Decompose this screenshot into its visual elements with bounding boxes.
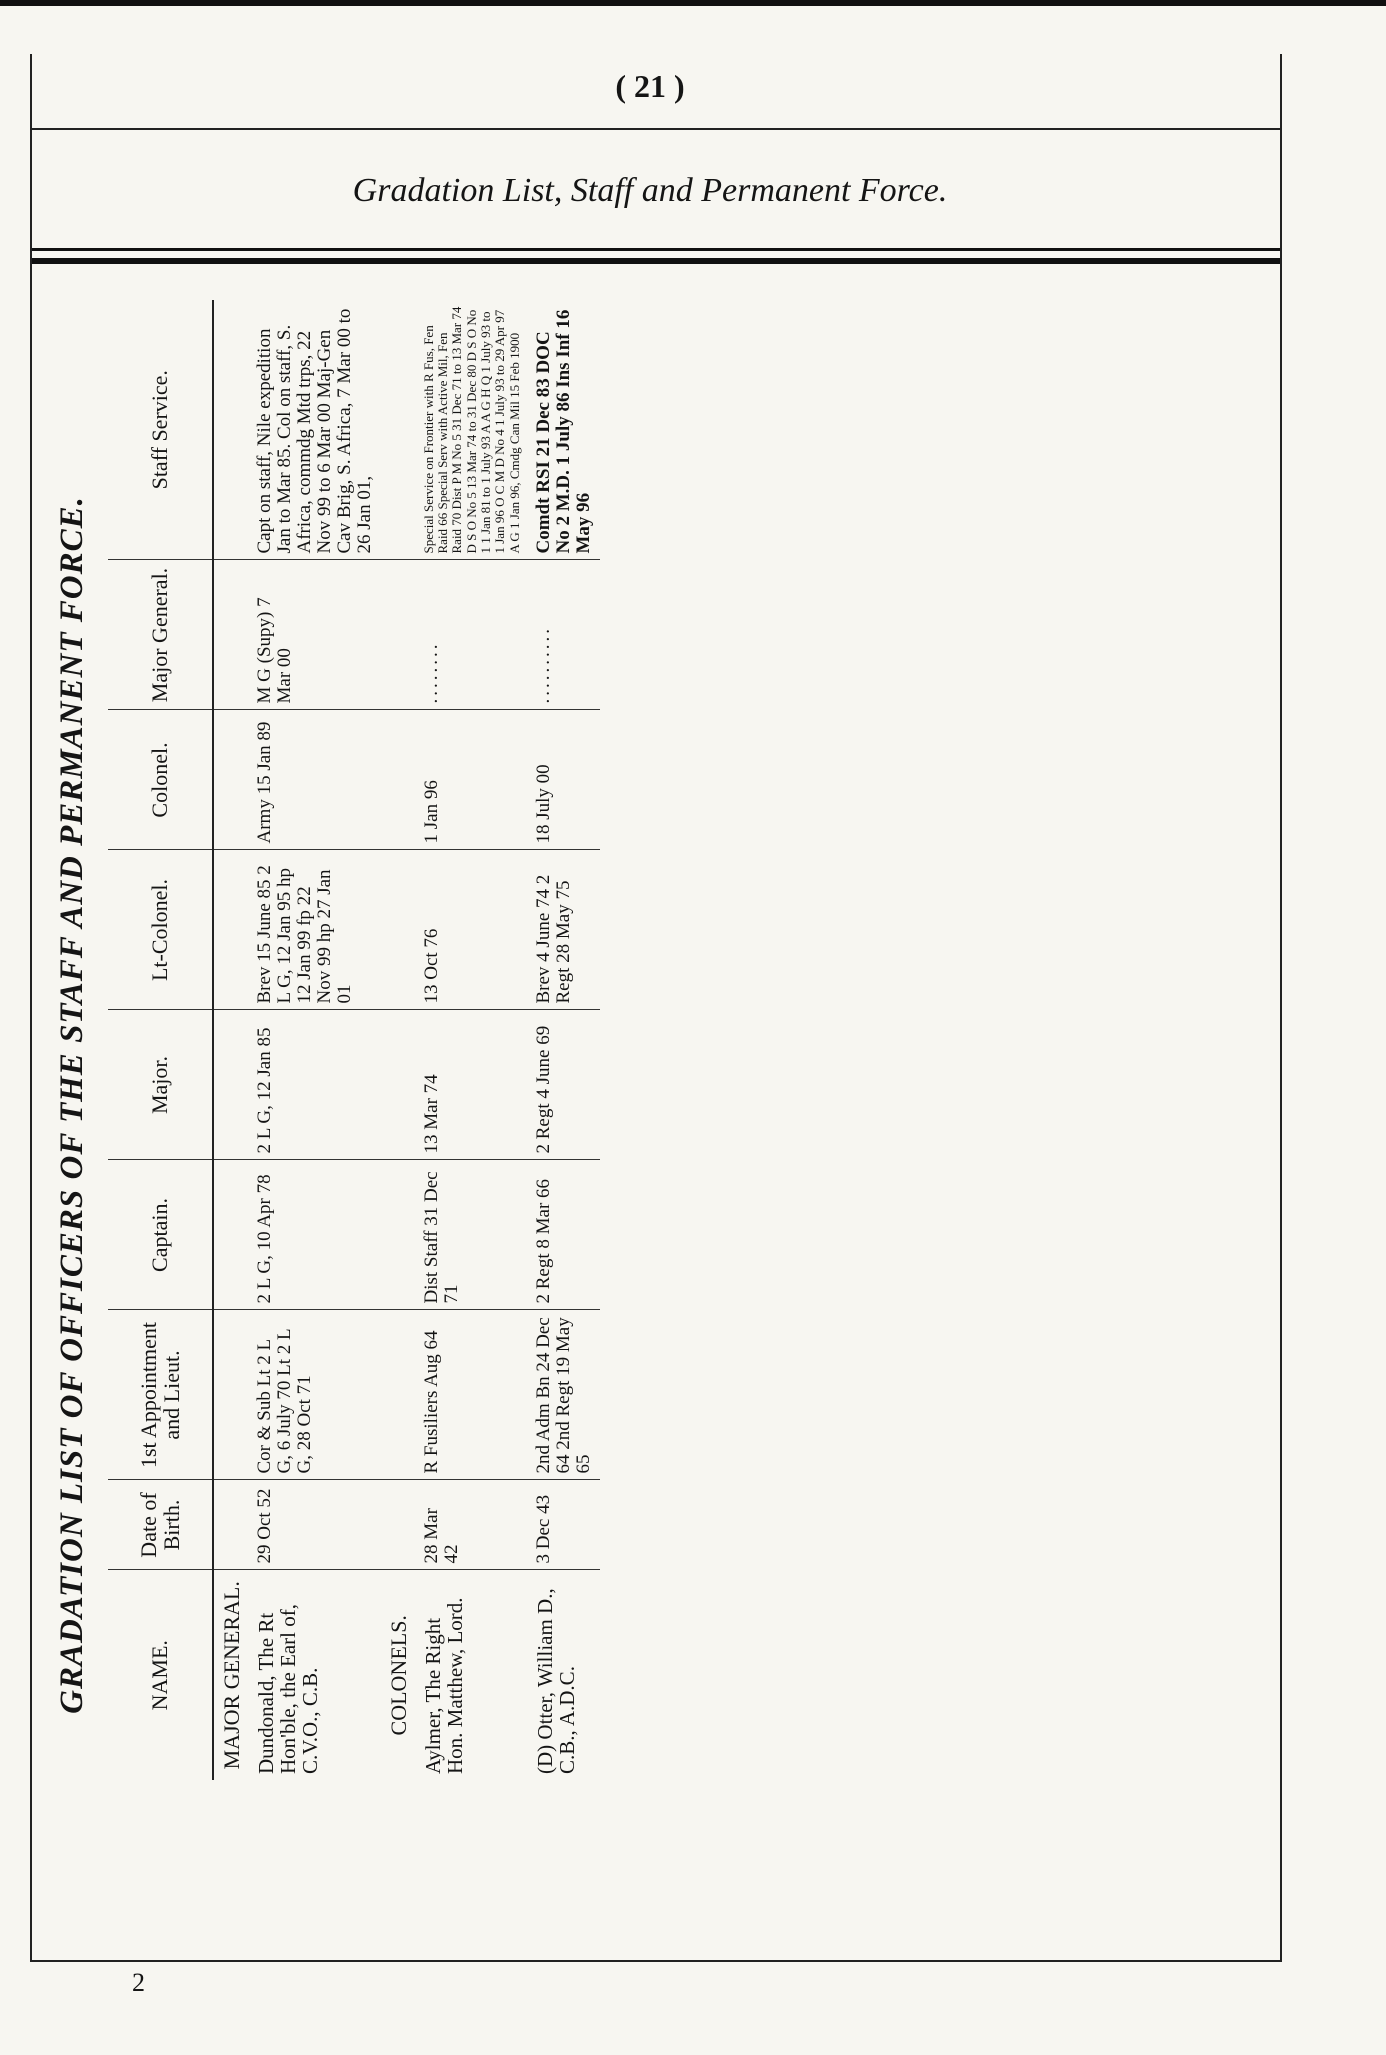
top-rule	[0, 0, 1386, 6]
header-row	[108, 300, 213, 1780]
birth-date: 29 Oct 52	[249, 1480, 381, 1570]
officer-name: Dundonald, The Rt Hon'ble, the Earl of, C.V.O., C.B.	[249, 1570, 381, 1780]
col-staff-service: Staff Service.	[108, 300, 213, 560]
col-lt-colonel: Lt-Colonel.	[108, 850, 213, 1010]
major-general-date: ........	[416, 560, 528, 710]
page-number: ( 21 )	[615, 68, 685, 104]
captain-date: Dist Staff 31 Dec 71	[416, 1160, 528, 1310]
lt-colonel-date: Brev 4 June 74 2 Regt 28 May 75	[528, 850, 600, 1010]
lt-colonel-date: Brev 15 June 85 2 L G, 12 Jan 95 hp 12 Jan 99 fp 22 Nov 99 hp 27 Jan 01	[249, 850, 381, 1010]
major-date: 13 Mar 74	[416, 1010, 528, 1160]
gradation-table	[108, 300, 600, 1780]
officer-name: Aylmer, The Right Hon. Matthew, Lord.	[416, 1570, 528, 1780]
col-major-general: Major General.	[108, 560, 213, 710]
colonel-date: 18 July 00	[528, 710, 600, 850]
major-date: 2 L G, 12 Jan 85	[249, 1010, 381, 1160]
staff-service: Capt on staff, Nile expedition Jan to Mar 85. Col on staff, S. Africa, commdg Mtd trps, 22 Nov 99 to 6 Mar 00 Maj-Gen Cav Brig, S. Africa, 7 Mar 00 to 26 Jan 01,	[254, 308, 375, 554]
major-general-date: ..........	[528, 560, 600, 710]
birth-date: 28 Mar 42	[416, 1480, 528, 1570]
colonel-date: 1 Jan 96	[416, 710, 528, 850]
margin-note: 2	[132, 1968, 145, 1997]
rotated-table-block	[40, 280, 1270, 1930]
section-colonels: COLONELS.	[381, 1570, 416, 1780]
table-row	[249, 300, 381, 1780]
col-birth: Date of Birth.	[108, 1480, 213, 1570]
captain-date: 2 L G, 10 Apr 78	[249, 1160, 381, 1310]
birth-date: 3 Dec 43	[528, 1480, 600, 1570]
section-major-general: MAJOR GENERAL.	[213, 1570, 249, 1780]
header-divider	[32, 128, 1280, 130]
col-first-appt: 1st Appointment and Lieut.	[108, 1310, 213, 1480]
first-appointment: R Fusiliers Aug 64	[416, 1310, 528, 1480]
table-row	[528, 300, 600, 1780]
first-appointment: Cor & Sub Lt 2 L G, 6 July 70 Lt 2 L G, 28 Oct 71	[249, 1310, 381, 1480]
captain-date: 2 Regt 8 Mar 66	[528, 1160, 600, 1310]
page-subtitle: Gradation List, Staff and Permanent Force.	[352, 172, 948, 209]
section-row	[213, 300, 249, 1780]
col-major: Major.	[108, 1010, 213, 1160]
table-title: GRADATION LIST OF OFFICERS OF THE STAFF AND PERMANENT FORCE.	[54, 496, 90, 1714]
lt-colonel-date: 13 Oct 76	[416, 850, 528, 1010]
first-appointment: 2nd Adm Bn 24 Dec 64 2nd Regt 19 May 65	[528, 1310, 600, 1480]
col-captain: Captain.	[108, 1160, 213, 1310]
col-name: NAME.	[108, 1570, 213, 1780]
section-row	[381, 300, 416, 1780]
double-rule-thick	[32, 258, 1280, 264]
double-rule-thin	[32, 248, 1280, 251]
colonel-date: Army 15 Jan 89	[249, 710, 381, 850]
staff-service: Special Service on Frontier with R Fus, Fen Raid 66 Special Serv with Active Mil, Fen Raid 70 Dist P M No 5 31 Dec 71 to 13 Mar 74 D S O No 5 13 Mar 74 to 31 Dec 80 D S O No 1 1 Jan 81 to 1 July 93 A A G H Q 1 July 93 to 1 Jan 96 O C M D No 4 1 July 93 to 29 Apr 97 A G 1 Jan 96, Cmdg Can Mil 15 Feb 1900	[420, 306, 522, 554]
staff-service: Comdt RSI 21 Dec 83 DOC No 2 M.D. 1 July 86 Ins Inf 16 May 96	[532, 309, 594, 554]
officer-name: (D) Otter, William D., C.B., A.D.C.	[528, 1570, 600, 1780]
table-row	[416, 300, 528, 1780]
major-general-date: M G (Supy) 7 Mar 00	[249, 560, 381, 710]
col-colonel: Colonel.	[108, 710, 213, 850]
major-date: 2 Regt 4 June 69	[528, 1010, 600, 1160]
